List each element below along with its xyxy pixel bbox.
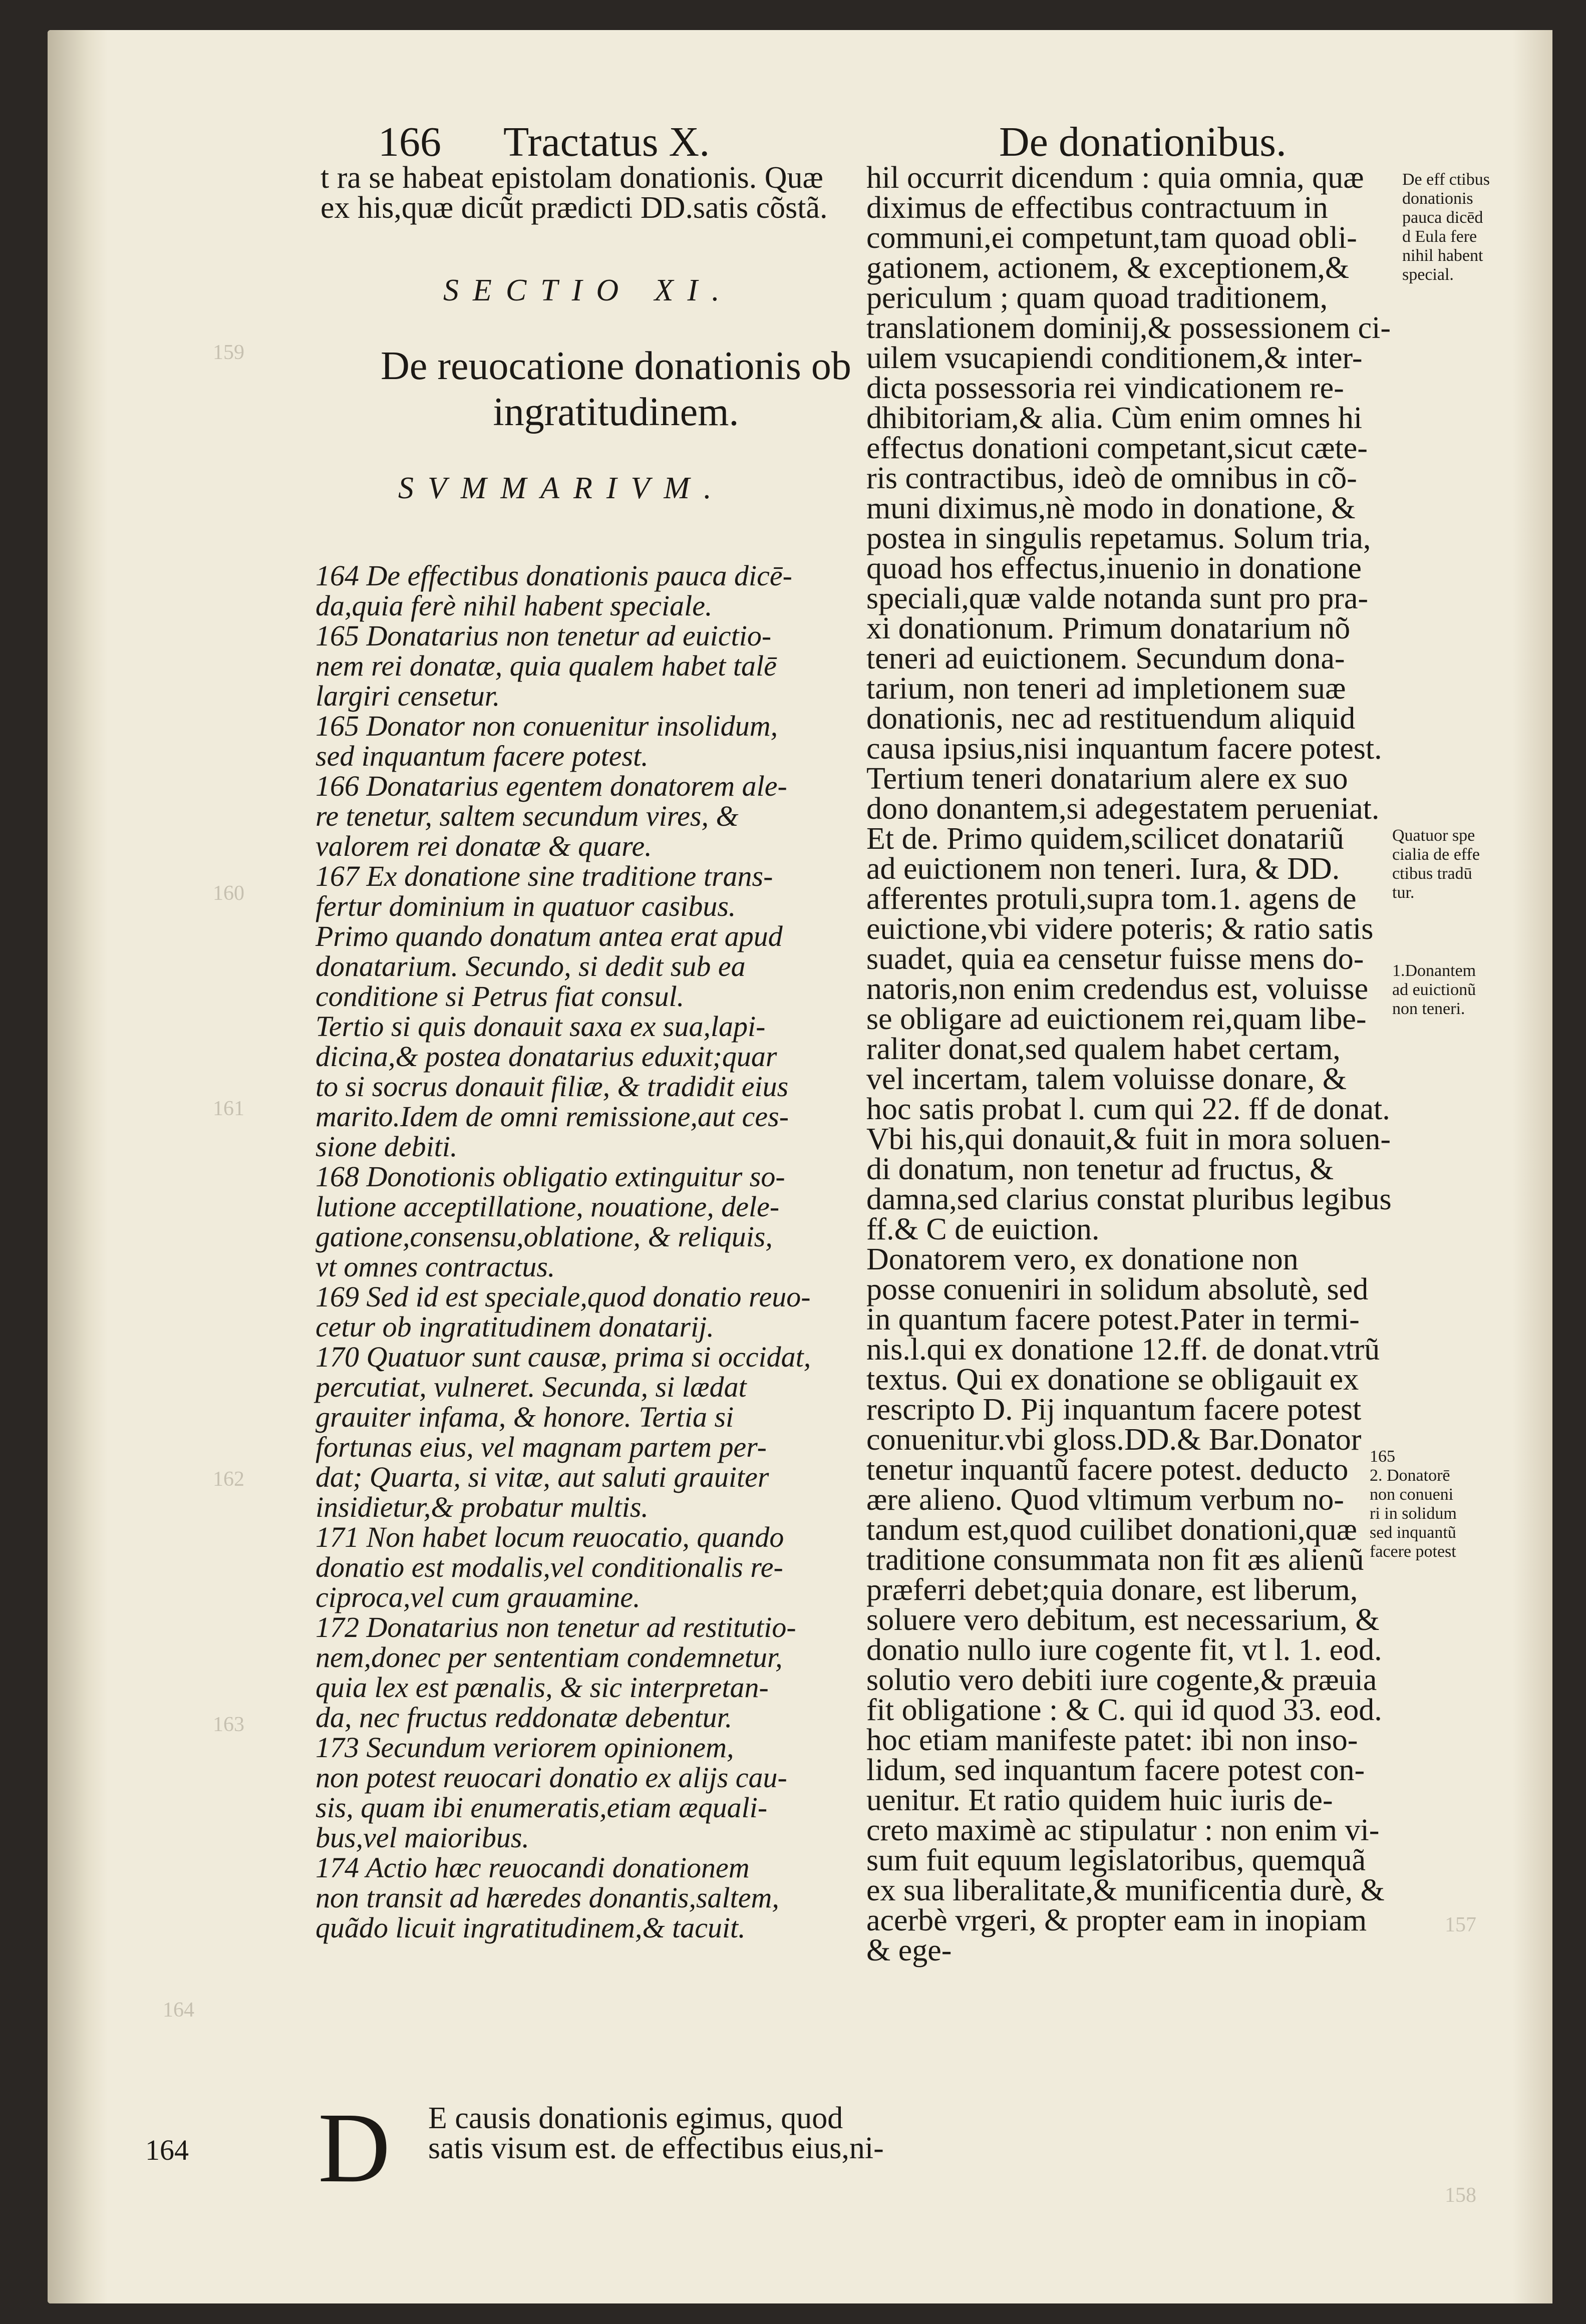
text-line: 170 Quatuor sunt causæ, prima si occidat,	[315, 1341, 811, 1373]
bleed-number: 158	[1445, 2184, 1476, 2207]
margin-note-line: special.	[1402, 265, 1454, 284]
text-line: soluere vero debitum, est necessarium, &	[866, 1603, 1380, 1637]
opening-paragraph	[428, 2103, 919, 2163]
margin-note-four-specials	[1392, 826, 1480, 902]
text-line: teneri ad euictionem. Secundum dona-	[866, 641, 1345, 676]
text-line: raliter donat,sed qualem habet certam,	[866, 1032, 1341, 1066]
margin-note-line: ctibus tradū	[1392, 864, 1472, 883]
text-line: 173 Secundum veriorem opinionem,	[315, 1731, 734, 1764]
book-page	[48, 30, 1552, 2303]
title-line: De reuocatione donationis ob	[381, 344, 851, 388]
margin-note-line: tur.	[1392, 883, 1415, 902]
margin-note-line: ad euictionũ	[1392, 980, 1476, 999]
text-line: effectus donationi competant,sicut cæte-	[866, 431, 1368, 465]
text-line: bus,vel maioribus.	[315, 1821, 529, 1854]
section-heading: SECTIO XI.	[443, 273, 734, 307]
text-line: fortunas eius, vel magnam partem per-	[315, 1431, 767, 1463]
text-line: uilem vsucapiendi conditionem,& inter-	[866, 341, 1363, 375]
text-line: Primo quando donatum antea erat apud	[315, 920, 783, 952]
text-line: fit obligatione : & C. qui id quod 33. eod.	[866, 1693, 1382, 1727]
text-line: fertur dominium in quatuor casibus.	[315, 890, 736, 922]
text-line: percutiat, vulneret. Secunda, si lædat	[315, 1371, 747, 1403]
text-line: diximus de effectibus contractuum in	[866, 191, 1328, 225]
margin-note-line: non conueni	[1370, 1485, 1454, 1504]
text-line: speciali,quæ valde notanda sunt pro pra-	[866, 581, 1369, 615]
text-line: postea in singulis repetamus. Solum tria,	[866, 521, 1371, 555]
text-line: donatio nullo iure cogente fit, vt l. 1. eod.	[866, 1633, 1382, 1667]
margin-note-line: 165	[1370, 1447, 1395, 1466]
text-line: to si socrus donauit filiæ, & tradidit eius	[315, 1070, 789, 1103]
text-line: ex his,quæ dicũt prædicti DD.satis cõstã.	[321, 191, 828, 225]
text-line: valorem rei donatæ & quare.	[315, 830, 652, 862]
text-line: conditione si Petrus fiat consul.	[315, 980, 685, 1013]
text-line: acerbè vrgeri, & propter eam in inopiam	[866, 1903, 1367, 1937]
text-line: 165 Donatarius non tenetur ad euictio-	[315, 619, 772, 652]
text-line: nis.l.qui ex donatione 12.ff. de donat.vtrũ	[866, 1333, 1380, 1367]
text-line: sis, quam ibi enumeratis,etiam æquali-	[315, 1791, 768, 1824]
text-line: euictione,vbi videre poteris; & ratio satis	[866, 912, 1374, 946]
text-line: satis visum est. de effectibus eius,ni-	[428, 2131, 884, 2165]
text-line: tarium, non teneri ad impletionem suæ	[866, 672, 1346, 706]
text-line: marito.Idem de omni remissione,aut ces-	[315, 1100, 789, 1133]
marginal-number: 164	[145, 2134, 189, 2166]
section-title	[308, 343, 924, 435]
text-line: muni diximus,nè modo in donatione, &	[866, 491, 1356, 525]
text-line: t ra se habeat epistolam donationis. Quæ	[321, 161, 823, 195]
text-line: sed inquantum facere potest.	[315, 740, 649, 772]
text-line: solutio vero debiti iure cogente,& præuia	[866, 1663, 1377, 1697]
text-line: damna,sed clarius constat pluribus legibus	[866, 1182, 1392, 1216]
text-line: insidietur,& probatur multis.	[315, 1491, 649, 1523]
margin-note-line: non teneri.	[1392, 1000, 1465, 1018]
text-line: 167 Ex donatione sine traditione trans-	[315, 860, 773, 892]
bleed-number: 160	[213, 882, 244, 905]
text-line: Tertium teneri donatarium alere ex suo	[866, 762, 1348, 796]
text-line: ad euictionem non teneri. Iura, & DD.	[866, 852, 1340, 886]
text-line: Vbi his,qui donauit,& fuit in mora soluen-	[866, 1122, 1391, 1156]
text-line: translationem dominij,& possessionem ci-	[866, 311, 1391, 345]
text-line: 171 Non habet locum reuocatio, quando	[315, 1521, 784, 1553]
bleed-number: 161	[213, 1097, 244, 1120]
text-line: natoris,non enim credendus est, voluisse	[866, 972, 1369, 1006]
text-line: Donatorem vero, ex donatione non	[866, 1242, 1299, 1276]
left-column	[321, 163, 911, 223]
text-line: donatio est modalis,vel conditionalis re-	[315, 1551, 783, 1583]
text-line: ex sua liberalitate,& munificentia durè, &	[866, 1873, 1385, 1907]
text-line: vel incertam, talem voluisse donare, &	[866, 1062, 1347, 1096]
text-line: tandum est,quod cuilibet donationi,quæ	[866, 1513, 1357, 1547]
text-line: 169 Sed id est speciale,quod donatio reuo-	[315, 1280, 811, 1313]
text-line: sione debiti.	[315, 1130, 458, 1163]
text-line: da, nec fructus reddonatæ debentur.	[315, 1701, 733, 1734]
text-line: textus. Qui ex donatione se obligauit ex	[866, 1363, 1359, 1397]
folio-number: 166	[378, 119, 441, 165]
text-line: quãdo licuit ingratitudinem,& tacuit.	[315, 1911, 746, 1944]
text-line: dicina,& postea donatarius eduxit;quar	[315, 1040, 777, 1073]
text-line: vt omnes contractus.	[315, 1250, 555, 1283]
text-line: hil occurrit dicendum : quia omnia, quæ	[866, 161, 1364, 195]
margin-note-line: 2. Donatorē	[1370, 1466, 1450, 1485]
text-line: quia lex est pænalis, & sic interpretan-	[315, 1671, 769, 1704]
margin-note-line: 1.Donantem	[1392, 961, 1476, 980]
running-title-right: De donationibus.	[999, 119, 1287, 165]
bleed-number: 157	[1445, 1913, 1476, 1936]
text-line: tenetur inquantũ facere potest. deducto	[866, 1453, 1349, 1487]
text-line: 172 Donatarius non tenetur ad restitutio-	[315, 1611, 796, 1643]
text-line: lidum, sed inquantum facere potest con-	[866, 1753, 1365, 1787]
summary-list	[315, 561, 916, 1943]
bleed-number: 164	[163, 1999, 194, 2022]
margin-note-eviction	[1392, 961, 1476, 1019]
text-line: suadet, quia ea censetur fuisse mens do-	[866, 942, 1364, 976]
text-line: non transit ad hæredes donantis,saltem,	[315, 1881, 779, 1914]
margin-note-line: ri in solidum	[1370, 1504, 1457, 1523]
text-line: hoc satis probat l. cum qui 22. ff de donat.	[866, 1092, 1390, 1126]
text-line: Et de. Primo quidem,scilicet donatariũ	[866, 822, 1344, 856]
text-line: in quantum facere potest.Pater in termi-	[866, 1302, 1360, 1337]
bleed-number: 163	[213, 1713, 244, 1736]
text-line: re tenetur, saltem secundum vires, &	[315, 800, 739, 832]
text-line: cetur ob ingratitudinem donatarij.	[315, 1310, 714, 1343]
text-line: 164 De effectibus donationis pauca dicē-	[315, 559, 792, 592]
text-line: conuenitur.vbi gloss.DD.& Bar.Donator	[866, 1423, 1362, 1457]
text-line: dono donantem,si adegestatem perueniat.	[866, 792, 1380, 826]
text-line: periculum ; quam quoad traditionem,	[866, 281, 1328, 315]
margin-note-line: facere potest	[1370, 1542, 1456, 1561]
running-title-left: Tractatus X.	[503, 119, 710, 165]
text-line: dicta possessoria rei vindicationem re-	[866, 371, 1344, 405]
margin-note-line: cialia de effe	[1392, 845, 1480, 864]
text-line: sum fuit equum legislatoribus, quemquã	[866, 1843, 1366, 1877]
margin-note-line: De eff ctibus	[1402, 170, 1490, 189]
margin-note-line: d Eula fere	[1402, 227, 1477, 246]
text-line: E causis donationis egimus, quod	[428, 2101, 843, 2135]
margin-note-effects	[1402, 170, 1490, 284]
text-line: lutione acceptillatione, nouatione, dele-	[315, 1190, 780, 1223]
margin-note-donator	[1370, 1447, 1457, 1561]
margin-note-line: sed inquantũ	[1370, 1523, 1456, 1542]
text-line: rescripto D. Pij inquantum facere potest	[866, 1393, 1362, 1427]
text-line: quoad hos effectus,inuenio in donatione	[866, 551, 1362, 585]
page-edge	[1512, 30, 1552, 2303]
drop-cap: D	[318, 2093, 391, 2203]
summary-heading: SVMMARIVM.	[398, 471, 726, 505]
text-line: 174 Actio hæc reuocandi donationem	[315, 1851, 750, 1884]
text-line: 165 Donator non conuenitur insolidum,	[315, 710, 778, 742]
margin-note-line: donationis	[1402, 189, 1473, 208]
text-line: communi,ei competunt,tam quoad obli-	[866, 221, 1357, 255]
text-line: donatarium. Secundo, si dedit sub ea	[315, 950, 746, 982]
text-line: ciproca,vel cum grauamine.	[315, 1581, 641, 1613]
text-line: dhibitoriam,& alia. Cùm enim omnes hi	[866, 401, 1363, 435]
text-line: & ege-	[866, 1933, 952, 1967]
text-line: donationis, nec ad restituendum aliquid	[866, 702, 1356, 736]
text-line: dat; Quarta, si vitæ, aut saluti grauiter	[315, 1461, 769, 1493]
text-line: causa ipsius,nisi inquantum facere potest.	[866, 732, 1382, 766]
right-column	[866, 163, 1427, 1965]
text-line: largiri censetur.	[315, 680, 500, 712]
text-line: ff.& C de euiction.	[866, 1212, 1100, 1246]
text-line: ris contractibus, ideò de omnibus in cõ-	[866, 461, 1357, 495]
text-line: præferri debet;quia donare, est liberum,	[866, 1573, 1358, 1607]
text-line: nem,donec per sententiam condemnetur,	[315, 1641, 783, 1674]
text-line: ære alieno. Quod vltimum verbum no-	[866, 1483, 1344, 1517]
text-line: se obligare ad euictionem rei,quam libe-	[866, 1002, 1367, 1036]
text-line: non potest reuocari donatio ex alijs cau-	[315, 1761, 787, 1794]
margin-note-line: Quatuor spe	[1392, 826, 1475, 845]
text-line: 168 Donotionis obligatio extinguitur so-	[315, 1160, 785, 1193]
text-line: nem rei donatæ, quia qualem habet talē	[315, 649, 777, 682]
text-line: hoc etiam manifeste patet: ibi non inso-	[866, 1723, 1358, 1757]
text-line: xi donationum. Primum donatarium nõ	[866, 611, 1351, 645]
text-line: di donatum, non tenetur ad fructus, &	[866, 1152, 1334, 1186]
page-gutter	[48, 30, 108, 2303]
bleed-number: 159	[213, 341, 244, 364]
bleed-number: 162	[213, 1468, 244, 1491]
text-line: creto maximè ac stipulatur : non enim vi-	[866, 1813, 1380, 1847]
text-line: 166 Donatarius egentem donatorem ale-	[315, 770, 787, 802]
text-line: gationem, actionem, & exceptionem,&	[866, 251, 1350, 285]
text-line: posse conueniri in solidum absolutè, sed	[866, 1272, 1369, 1306]
text-line: traditione consummata non fit æs alienũ	[866, 1543, 1364, 1577]
margin-note-line: pauca dicēd	[1402, 208, 1483, 227]
text-line: gatione,consensu,oblatione, & reliquis,	[315, 1220, 773, 1253]
text-line: uenitur. Et ratio quidem huic iuris de-	[866, 1783, 1333, 1817]
text-line: da,quia ferè nihil habent speciale.	[315, 589, 713, 622]
text-line: grauiter infama, & honore. Tertia si	[315, 1401, 734, 1433]
text-line: Tertio si quis donauit saxa ex sua,lapi-	[315, 1010, 766, 1043]
text-line: afferentes protuli,supra tom.1. agens de	[866, 882, 1357, 916]
margin-note-line: nihil habent	[1402, 246, 1483, 265]
title-line: ingratitudinem.	[493, 390, 739, 434]
